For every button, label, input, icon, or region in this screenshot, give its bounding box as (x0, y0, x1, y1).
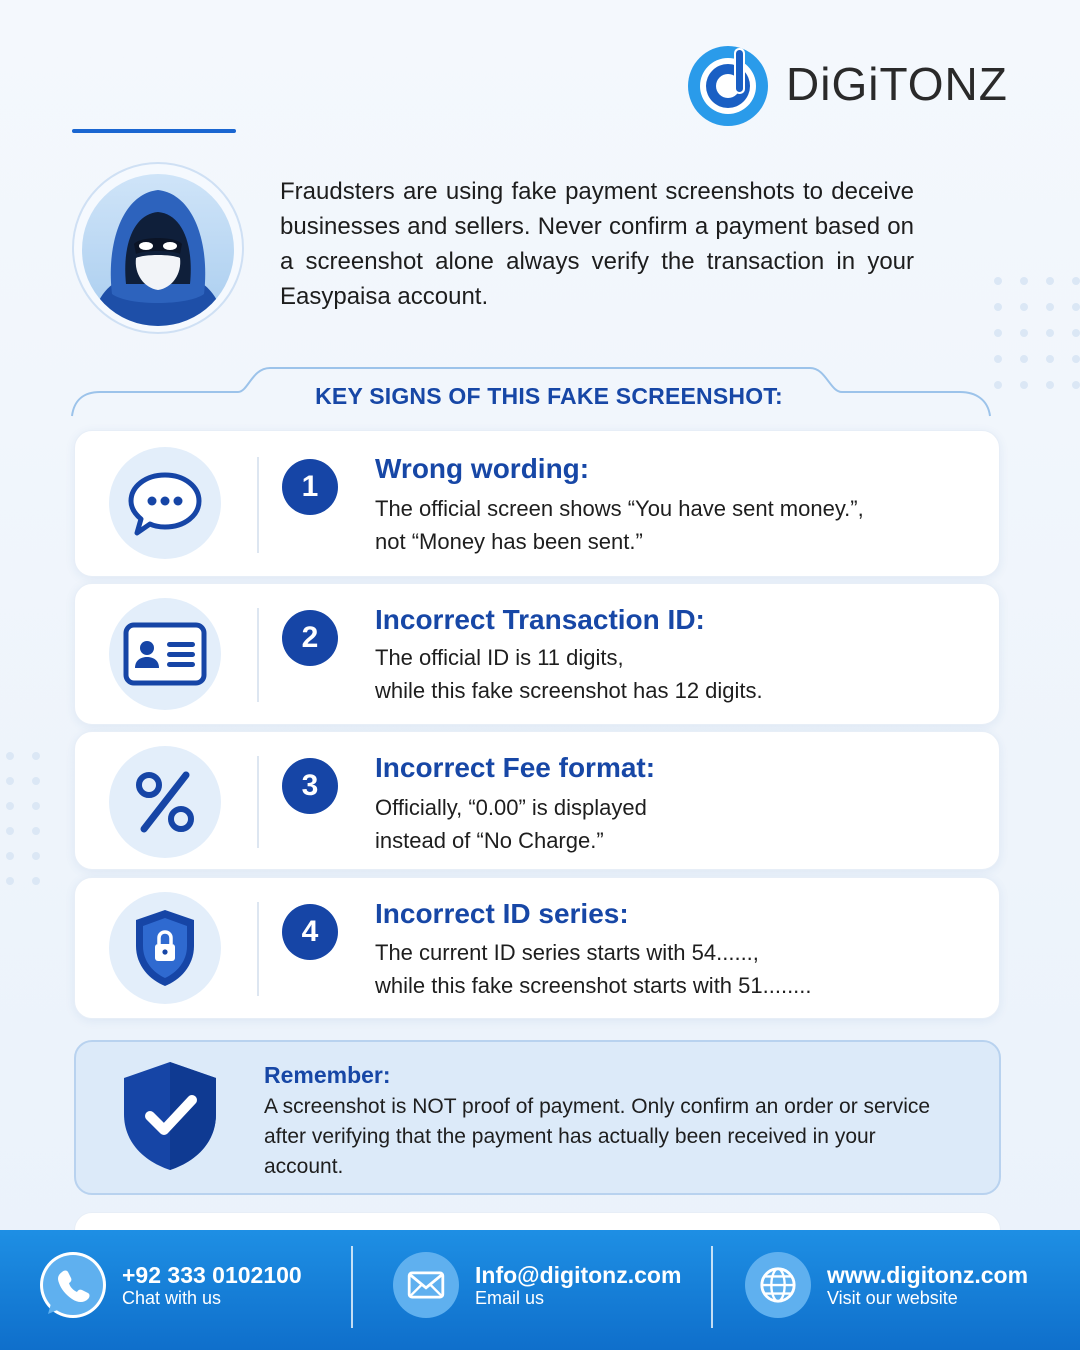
sign-description-line: The current ID series starts with 54......, (375, 940, 759, 965)
footer-divider (351, 1246, 353, 1328)
footer-icon-container (40, 1252, 106, 1318)
sign-description-line: The official ID is 11 digits, (375, 645, 624, 670)
sign-card-3 (74, 731, 1000, 870)
sign-icon-container (109, 892, 221, 1004)
footer-phone-number: +92 333 0102100 (122, 1262, 302, 1288)
footer-email[interactable] (393, 1252, 681, 1318)
header-accent-rule (72, 129, 236, 133)
sign-title: Incorrect ID series: (375, 898, 629, 929)
footer-website[interactable] (745, 1252, 1028, 1318)
chat-bubble-icon (125, 463, 205, 543)
footer-email-address: Info@digitonz.com (475, 1262, 682, 1288)
card-divider (257, 457, 259, 553)
sign-icon-container (109, 598, 221, 710)
sign-description-line: instead of “No Charge.” (375, 828, 604, 853)
brand-logo (684, 40, 1008, 128)
sign-title: Incorrect Transaction ID: (375, 604, 705, 635)
envelope-icon (407, 1271, 445, 1299)
footer-email-caption: Email us (475, 1288, 545, 1308)
sign-title: Incorrect Fee format: (375, 752, 656, 783)
sign-icon-container (109, 447, 221, 559)
whatsapp-phone-icon (40, 1252, 106, 1318)
digitonz-logo-icon (684, 40, 772, 128)
sign-number: 4 (282, 904, 338, 960)
sign-number: 1 (282, 459, 338, 515)
decorative-dots-left (6, 752, 40, 885)
decorative-dots-right (994, 277, 1080, 389)
sign-card-2 (74, 583, 1000, 725)
footer-phone[interactable] (40, 1252, 302, 1318)
sign-description-line: while this fake screenshot has 12 digits. (375, 678, 763, 703)
remember-box (74, 1040, 1001, 1195)
sign-title: Wrong wording: (375, 453, 590, 484)
footer-icon-container (745, 1252, 811, 1318)
lock-shield-icon (130, 906, 200, 990)
remember-title: Remember: (264, 1062, 391, 1088)
footer-website-caption: Visit our website (827, 1288, 958, 1308)
footer-website-text (827, 1262, 1028, 1308)
footer-phone-caption: Chat with us (122, 1288, 222, 1308)
remember-text: A screenshot is NOT proof of payment. Only confirm an order or service after verifying that the payment has actually been received in your account. (264, 1095, 931, 1178)
footer-email-text (475, 1262, 681, 1308)
sign-description-line: not “Money has been sent.” (375, 529, 643, 554)
id-card-icon (123, 622, 207, 686)
signs-heading: KEY SIGNS OF THIS FAKE SCREENSHOT: (315, 383, 783, 409)
sign-description (375, 936, 975, 1002)
globe-icon (759, 1266, 797, 1304)
shield-check-icon (120, 1060, 220, 1172)
sign-description-line: while this fake screenshot starts with 51........ (375, 973, 812, 998)
sign-description (375, 791, 975, 857)
sign-card-4 (74, 877, 1000, 1019)
card-divider (257, 608, 259, 702)
footer-icon-container (393, 1252, 459, 1318)
footer-phone-text (122, 1262, 302, 1308)
brand-name: DiGiTONZ (786, 58, 1008, 110)
card-divider (257, 902, 259, 996)
percent-icon (130, 767, 200, 837)
sign-description-line: The official screen shows “You have sent money.”, (375, 496, 864, 521)
footer-divider (711, 1246, 713, 1328)
sign-description (375, 492, 975, 558)
contact-footer (0, 1230, 1080, 1350)
hooded-hacker-icon (82, 174, 234, 326)
sign-description (375, 641, 975, 707)
sign-number: 2 (282, 610, 338, 666)
sign-number: 3 (282, 758, 338, 814)
sign-description-line: Officially, “0.00” is displayed (375, 795, 647, 820)
hacker-avatar (82, 174, 234, 326)
intro-paragraph: Fraudsters are using fake payment screenshots to deceive businesses and sellers. Never confirm a payment based on a screenshot alone always verify the transaction in your Easypaisa account. (280, 178, 914, 310)
sign-icon-container (109, 746, 221, 858)
footer-website-url: www.digitonz.com (827, 1262, 1029, 1288)
sign-card-1 (74, 430, 1000, 577)
card-divider (257, 756, 259, 848)
